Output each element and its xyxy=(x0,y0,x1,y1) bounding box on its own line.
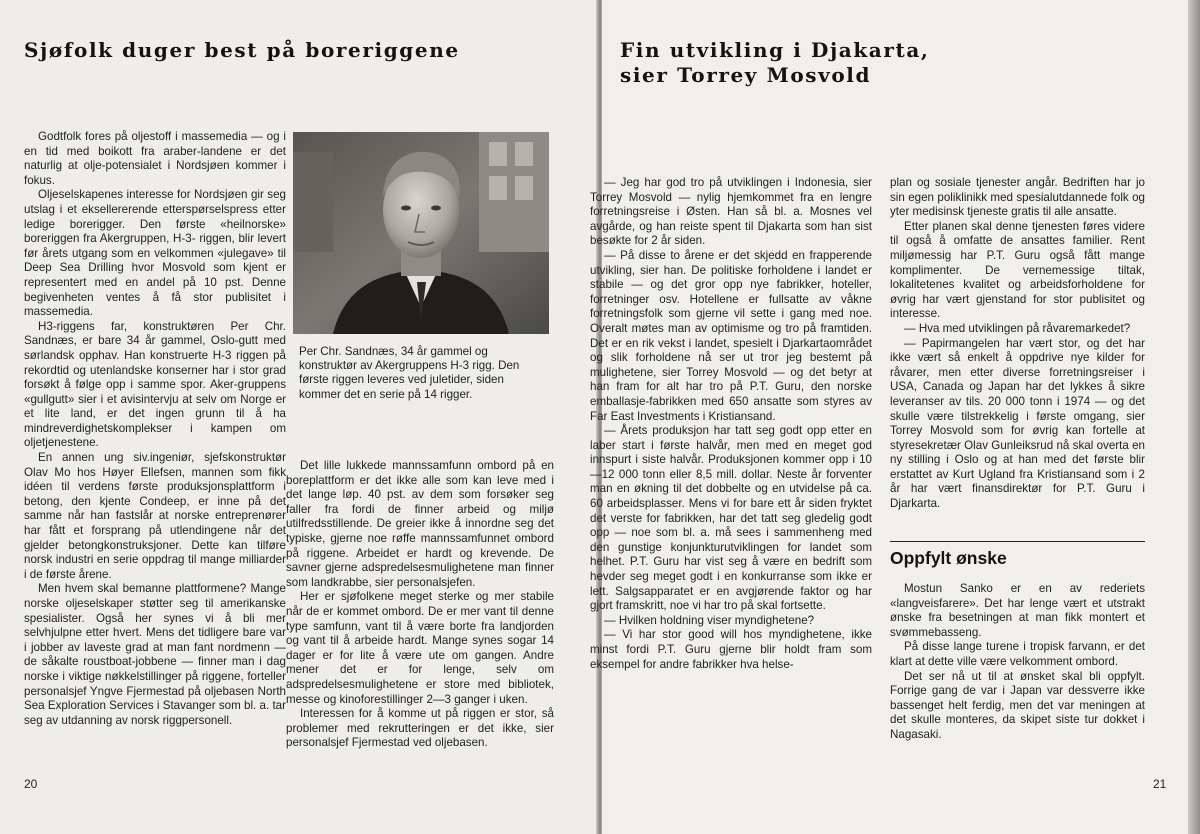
right-column-2 xyxy=(890,176,1145,512)
paragraph: Godtfolk fores på oljestoff i massemedia — og i en tid med boikott fra araber-landene er det naturlig at olje-potensialet i Nordsjøen kommer i fokus. xyxy=(24,130,286,187)
paragraph: Mostun Sanko er en av rederiets «langveisfarere». Det har lenge vært et utstrakt ønske fra besetningen at man fikk montert et svømmebasseng. xyxy=(890,582,1145,639)
paragraph: — Hvilken holdning viser myndighetene? xyxy=(604,613,815,627)
paragraph: — Vi har stor good will hos myndighetene, ikke minst fordi P.T. Guru gjerne blir holdt fram som eksempel for andre fabrikker hva helse- xyxy=(590,628,872,671)
paragraph: — Papirmangelen har vært stor, og det har ikke vært så enkelt å oppdrive nye kilder for råvarer, men etter diverse forretningsreiser i USA, Canada og Japan har det lykkes å sikre leveranser av tils. 20 000 tonn i 1974 — og det skulle være tilstrekkelig i første omgang, sier Torrey Mosvold som for øvrig kan fortelle at styresekretær Olav Gunleiksrud nå skal overta en ny stilling i Oslo og at han med det første blir erstattet av Kurt Ugland fra Kristiansand som i 2 år har vært finansdirektør for P.T. Guru i Djarkarta. xyxy=(890,336,1145,511)
paragraph: Det lille lukkede mannssamfunn ombord på en boreplattform er det ikke alle som kan leve med i det lange løp. 40 pst. av dem som forsøker seg faller fra fordi de finner arbeid og miljø utilfredsstillende. De greier ikke å innordne seg det typiske, gjerne noe røffe mannssamfunnet ombord på riggene. Arbeidet er hardt og krevende. De savner gjerne adspredelsesmulighetene man finner som landkrabbe, sier personalsjefen. xyxy=(286,459,554,589)
paragraph: Oljeselskapenes interesse for Nordsjøen gir seg utslag i et eksellererende etterspørselspress etter ledige borerigger. Den første «heilnorske» boreriggen fra Akergruppen, H-3- riggen, blir levert før årets utgang som en velkommen «julegave» til Deep Sea Drilling hvor Mosvold som kjent er representert med en andel på 10 pst. Denne begivenheten ventes å få stor publisitet i massemedia. xyxy=(24,188,286,319)
paragraph: H3-riggens far, konstruktøren Per Chr. Sandnæs, er bare 34 år gammel, Oslo-gutt med sørlandsk opphav. Han konstruerte H-3 riggen på rekordtid og utenlandske konserner har i stor grad forsøkt å følge opp i samme spor. Aker-gruppens «gullgutt» sier i et avisintervju at selv om Norge er et lite land, er det ingen grunn til å ha mindreverdighetskomplekser i kampen om oljetjenestene. xyxy=(24,319,286,450)
left-headline: Sjøfolk duger best på boreriggene xyxy=(24,38,460,62)
paragraph: Det ser nå ut til at ønsket skal bli oppfylt. Forrige gang de var i Japan var dessverre ikke bassenget helt ferdig, men det var meningen at det skulle monteres, da skipet siste tur dokket i Nagasaki. xyxy=(890,669,1145,741)
paragraph: plan og sosiale tjenester angår. Bedriften har jo sin egen poliklinikk med spesialutdannede folk og yter medisinsk tjeneste gratis til alle ansatte. xyxy=(890,176,1145,219)
section-heading: Oppfylt ønske xyxy=(890,548,1007,568)
paragraph: — Jeg har god tro på utviklingen i Indonesia, sier Torrey Mosvold — nylig hjemkommet fra en lengre forretningsreise i Østen. Han så bl. a. Mosnes vel avgårde, og han reiste spent til Djakarta som han sist besøkte for 2 år siden. xyxy=(590,176,872,248)
left-column-1 xyxy=(24,130,286,728)
page-edge xyxy=(1188,0,1200,834)
paragraph: En annen ung siv.ingeniør, sjefskonstruktør Olav Mo hos Høyer Ellefsen, mannen som fikk idéen til verdens første produksjonsplattform i betong, den kjente Condeep, er inne på det samme når han fastslår at norske entreprenører har fått et forsprang på utlendingene når det gjelder betongkonstruksjoner. Dette kan tilføre norsk industri en serie oppdrag til mange milliarder i de første årene. xyxy=(24,451,286,581)
right-headline xyxy=(620,38,1020,88)
photo-caption: Per Chr. Sandnæs, 34 år gammel og konstruktør av Akergruppens H-3 rigg. Den første riggen leveres ved juletider, siden kommer det en serie på 14 rigger. xyxy=(299,345,520,401)
paragraph: — På disse to årene er det skjedd en frapperende utvikling, sier han. De politiske forholdene i landet er stabile — og det gror opp nye fabrikker, hoteller, forretninger osv. Hotellene er fullsatte av våkne forretningsfolk som gjerne vil sette i gang med noe. Overalt møtes man av optimisme og tro på framtiden. Det er en rik vekst i landet, spesielt i Djarkartaområdet og slik forholdene nå ser ut tror jeg bestemt på mulighetene, sier Torrey Mosvold — og det betyr at han fram for alt har tro på P.T. Guru, den norske emballasje-fabrikken med 650 ansatte som styres av Far East Investments i Kristiansand. xyxy=(590,248,872,423)
right-column-1 xyxy=(590,176,872,672)
section-divider xyxy=(890,541,1145,542)
section-column xyxy=(890,582,1145,743)
left-page xyxy=(0,0,598,834)
right-headline-line-2: sier Torrey Mosvold xyxy=(620,63,872,87)
paragraph: På disse lange turene i tropisk farvann, er det klart at dette ville være velkomment ombord. xyxy=(890,640,1145,668)
page-number-right: 21 xyxy=(1153,777,1167,791)
paragraph: — Hva med utviklingen på råvaremarkedet? xyxy=(904,321,1131,335)
right-headline-line-1: Fin utvikling i Djakarta, xyxy=(620,38,930,62)
paragraph: Her er sjøfolkene meget sterke og mer stabile når de er kommet ombord. De er mer vant til denne type samfunn, vant til å være borte fra landjorden og vant til å arbeide hardt. Mange synes sogar 14 dager er for lite å være ute om gangen. Andre mener det er for lenge, selv om adspredelsesmulighetene er store med bibliotek, messe og kinoforestillinger 2—3 ganger i uken. xyxy=(286,590,554,706)
page-number-left: 20 xyxy=(24,777,38,791)
left-column-2 xyxy=(286,459,554,751)
paragraph: Interessen for å komme ut på riggen er stor, så problemer med rekrutteringen er det ikke, sier personalsjef Fjermestad ved oljebasen. xyxy=(286,707,554,750)
portrait-photo xyxy=(293,132,549,334)
paragraph: Men hvem skal bemanne plattformene? Mange norske oljeselskaper støtter seg til amerikanske spesialister. Også her synes vi å bli mer selvhjulpne etter hvert. Mens det tidligere bare var i jobber av laveste grad at man fant nordmenn — de såkalte roustboat-jobbene — finner man i dag norske i viktige nøkkelstillinger på riggene, forteller personalsjef Yngve Fjermestad på oljebasen North Sea Exploration Services i Stavanger som bl. a. tar seg av utdanning av norsk riggpersonell. xyxy=(24,582,286,727)
paragraph: Etter planen skal denne tjenesten føres videre til også å omfatte de ansattes familier. Rent miljømessig har P.T. Guru også fått mange komplimenter. De vernemessige tiltak, lokalitetenes kvalitet og arbeidsforholdene for øvrig har vært gjenstand for stor publisitet og interesse. xyxy=(890,219,1145,321)
paragraph: — Årets produksjon har tatt seg godt opp etter en laber start i første halvår, men med en meget god innspurt i siste halvår. Produksjonen kommer opp i 10—12 000 tonn eller 8,5 mill. dollar. Neste år forventer man en økning til det dobbelte og en utvidelse på ca. 60 arbeidsplasser. Mens vi for bare ett år siden fryktet det verste for fabrikken, har det tatt seg gledelig godt opp — noe som bl. a. må sees i sammenheng med den gunstige konjunkturutviklingen for landet som helhet. P.T. Guru har vist seg å være en bedrift som hevder seg meget godt i en konkurranse som ikke er lett. Salgsapparatet er en avgjørende faktor og har gjort framskritt, noe vi har tro på skal fortsette. xyxy=(590,424,872,613)
